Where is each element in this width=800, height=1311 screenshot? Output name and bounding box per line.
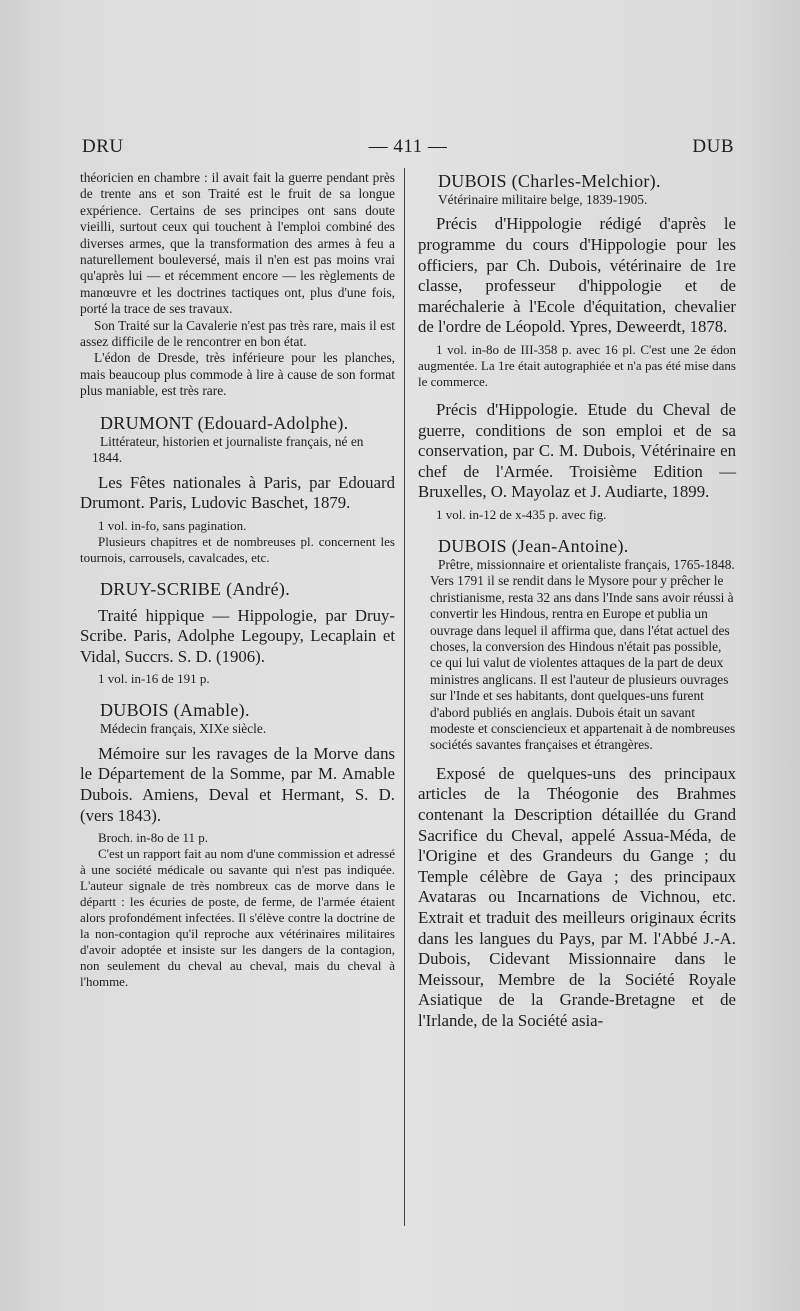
entry-subtitle: Vétérinaire militaire belge, 1839-1905. bbox=[438, 192, 648, 207]
right-column bbox=[418, 170, 736, 1032]
entry-title: Traité hippique — Hippologie, par Druy-Scribe. Paris, Adolphe Legoupy, Lecaplain et Vidal, Succrs. S. D. (1906). bbox=[80, 605, 395, 666]
entry-drumont bbox=[80, 412, 395, 566]
entry-title: Précis d'Hippologie rédigé d'après le programme du cours d'Hippologie pour les officiers, par Ch. Dubois, vétérinaire de 1re classe, professeur d'hippologie et de maréchalerie à l'Ecole d'équitation, chevalier de l'ordre de Léopold. Ypres, Deweerdt, 1878. bbox=[418, 214, 736, 337]
entry-heading: DUBOIS (Charles-Melchior). bbox=[438, 171, 661, 191]
left-column bbox=[80, 170, 395, 990]
entry-note: Plusieurs chapitres et de nombreuses pl. concernent les tournois, carrousels, cavalcades, etc. bbox=[80, 533, 395, 565]
entry-note: 1 vol. in-12 de x-435 p. avec fig. bbox=[436, 506, 607, 522]
entry-title: Précis d'Hippologie. Etude du Cheval de guerre, conditions de son emploi et de sa conservation, par C. M. Dubois, Vétérinaire en chef de l'Armée. Troisième Edition — Bruxelles, O. Mayolaz et J. Audiarte, 1899. bbox=[418, 399, 736, 502]
entry-note: 1 vol. in-fo, sans pagination. bbox=[98, 517, 247, 533]
entry-title: Mémoire sur les ravages de la Morve dans le Département de la Somme, par M. Amable Dubois. Amiens, Deval et Hermant, S. D. (vers 1843). bbox=[80, 743, 395, 825]
entry-dubois-jean-antoine bbox=[418, 535, 736, 1032]
header-left-guideword: DRU bbox=[82, 136, 124, 157]
entry-subtitle: Médecin français, XIXe siècle. bbox=[100, 721, 267, 737]
intro-paragraph: Son Traité sur la Cavalerie n'est pas très rare, mais il est assez difficile de le rencontrer en bon état. bbox=[80, 317, 395, 350]
entry-dubois-charles-melchior bbox=[418, 170, 736, 390]
header-right-guideword: DUB bbox=[692, 136, 734, 157]
entry-note: Broch. in-8o de 11 p. bbox=[98, 830, 208, 846]
entry-subtitle: Prêtre, missionnaire et orientaliste français, 1765-1848. Vers 1791 il se rendit dans le Mysore pour y prêcher le christianisme, resta 32 ans dans l'Inde sans avoir réussi à convertir les Hindous, rentra en Europe et publia un ouvrage dans lequel il affirma que, dans l'état actuel des choses, la conversion des Hindous n'était pas possible, ce qui lui valut de violentes attaques de la part de deux ministres anglicans. Il est l'auteur de plusieurs ouvrages sur l'Inde et ses habitants, dont quelques-uns furent d'abord publiés en anglais. Dubois était un savant modeste et consciencieux et appartenait à de nombreuses sociétés savantes françaises et étrangères. bbox=[430, 556, 736, 753]
page-header bbox=[82, 136, 734, 162]
page-number: — 411 — bbox=[368, 136, 448, 157]
entry-heading: DUBOIS (Jean-Antoine). bbox=[438, 535, 629, 556]
entry-title: Les Fêtes nationales à Paris, par Edouard Drumont. Paris, Ludovic Baschet, 1879. bbox=[80, 472, 395, 513]
entry-heading: DRUY-SCRIBE (André). bbox=[100, 578, 290, 599]
intro-paragraph: théoricien en chambre : il avait fait la guerre pendant près de trente ans et son Traité est le fruit de sa longue expérience. Certains de ses principes ont sans doute vieilli, surtout ceux qui touchent à l'emploi combiné des diverses armes, que la transformation des armes à feu a naturellement bouleversé, mais il n'en est pas moins vrai qu'après lui — et récemment encore — les règlements de manœuvre et les doctrines tactiques ont, plus d'une fois, porté la trace de ses travaux. bbox=[80, 170, 395, 317]
entry-precis-hippologie-3e bbox=[418, 400, 736, 523]
entry-note: 1 vol. in-16 de 191 p. bbox=[98, 671, 210, 687]
entry-heading: DUBOIS (Amable). bbox=[100, 700, 250, 721]
column-divider bbox=[404, 168, 405, 1226]
entry-title: Exposé de quelques-uns des principaux articles de la Théogonie des Brahmes contenant la Description détaillée du Grand Sacrifice du Cheval, appelé Assua-Méda, de l'Origine et des Grandeurs du Gange ; du Temple célèbre de Gaya ; des principaux Avataras ou Incarnations de Vichnou, etc. Extrait et traduit des meilleurs originaux écrits dans les langues du Pays, par M. l'Abbé J.-A. Dubois, Cidevant Missionnaire dans le Meissour, Membre de la Société Royale Asiatique de la Grande-Bretagne et de l'Irlande, de la Société asia- bbox=[418, 763, 736, 1030]
entry-note: 1 vol. in-8o de III-358 p. avec 16 pl. C'est une 2e édon augmentée. La 1re était autographiée et n'a pas été mise dans le commerce. bbox=[418, 341, 736, 389]
entry-druy-scribe bbox=[80, 578, 395, 688]
intro-paragraph: L'édon de Dresde, très inférieure pour les planches, mais beaucoup plus commode à lire à cause de son format plus maniable, est très rare. bbox=[80, 350, 395, 399]
entry-heading: DRUMONT (Edouard-Adolphe). bbox=[100, 412, 349, 433]
entry-dubois-amable bbox=[80, 699, 395, 990]
entry-subtitle: Littérateur, historien et journaliste français, né en 1844. bbox=[92, 433, 364, 466]
entry-note: C'est un rapport fait au nom d'une commission et adressé à une société médicale ou savante qui n'est pas indiquée. L'auteur signale de très nombreux cas de morve dans le départt : les écuries de poste, de ferme, de l'armée étaient alors profondément infectées. Il s'élève contre la doctrine de la non-contagion qu'il reproche aux vétérinaires militaires d'avoir adoptée et insiste sur les dangers de la contagion, non seulement du cheval au cheval, mais du cheval à l'homme. bbox=[80, 846, 395, 990]
